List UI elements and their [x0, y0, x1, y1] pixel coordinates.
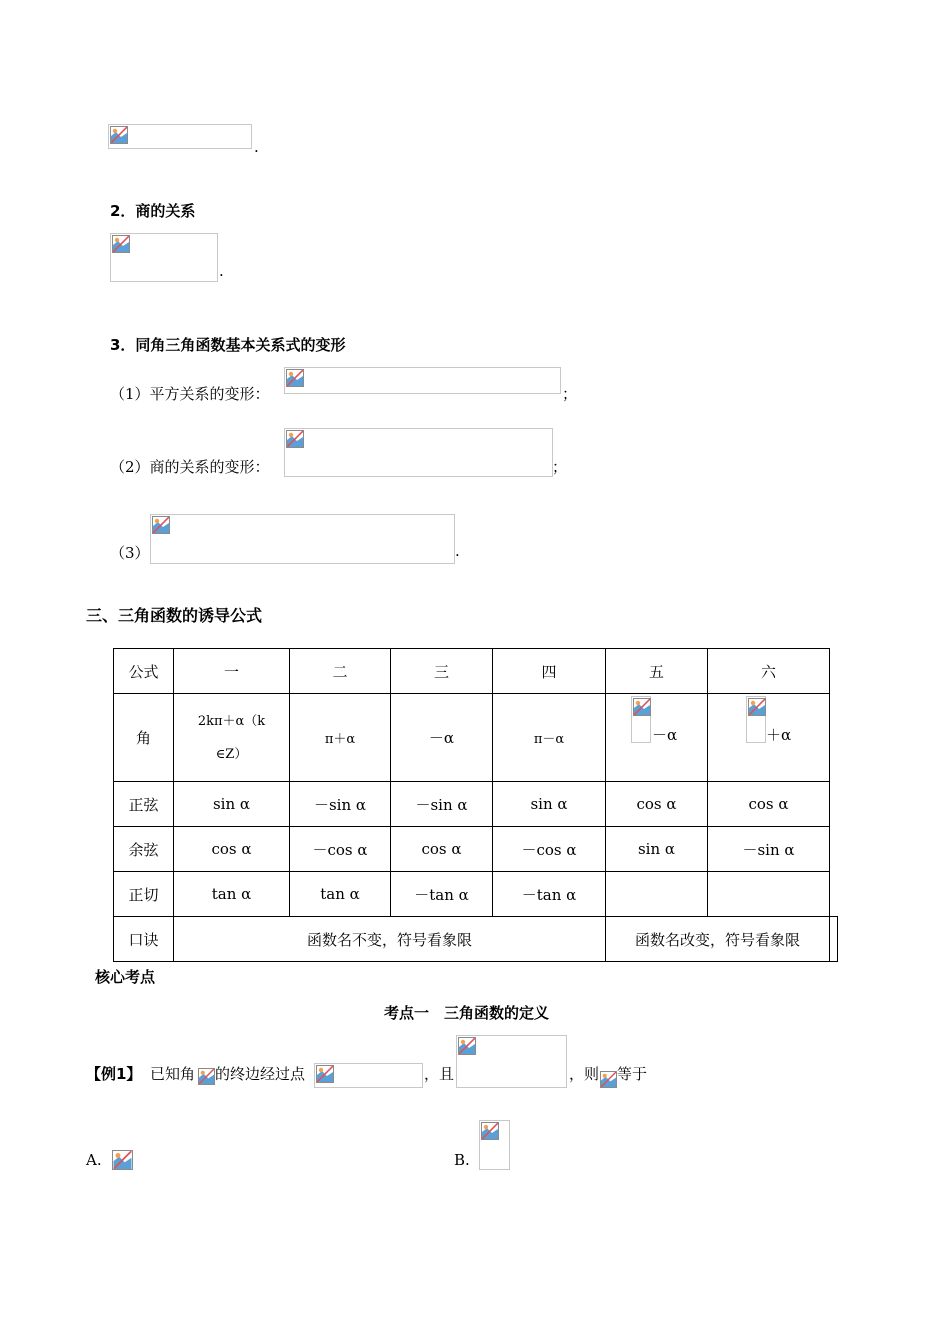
induction-formula-table: [113, 648, 830, 962]
row-label: 正切: [114, 872, 174, 917]
broken-image-icon: [286, 369, 304, 387]
broken-image-icon: [481, 1122, 499, 1140]
option-b-label: B.: [454, 1151, 470, 1169]
broken-image-icon: [286, 430, 304, 448]
pi-over-two-image: [631, 696, 651, 743]
table-row: [114, 827, 830, 872]
row-label: 角: [114, 694, 174, 782]
table-cell: [606, 872, 708, 917]
mnemonic-cell: 函数名改变，符号看象限: [606, 917, 830, 962]
punctuation: .: [455, 542, 460, 560]
header-cell: 六: [708, 649, 830, 694]
formula-image-square-transform: [284, 367, 561, 394]
punctuation: .: [254, 138, 259, 156]
header-cell: 公式: [114, 649, 174, 694]
core-heading: 核心考点: [95, 968, 156, 986]
table-header-row: [114, 649, 830, 694]
table-cell: cos α: [174, 827, 290, 872]
header-cell: 四: [493, 649, 606, 694]
table-cell: cos α: [708, 782, 830, 827]
item-label-quotient: （2）商的关系的变形：: [110, 458, 270, 476]
header-cell: 一: [174, 649, 290, 694]
section-heading-quotient: 2．商的关系: [110, 202, 196, 220]
angle-cell: π＋α: [290, 694, 391, 782]
formula-image-quotient: [110, 233, 218, 282]
row-label: 口诀: [114, 917, 174, 962]
example-text: 等于: [617, 1065, 648, 1083]
header-cell: 二: [290, 649, 391, 694]
alpha-image: [198, 1068, 215, 1085]
table-cell: sin α: [493, 782, 606, 827]
condition-image: [456, 1035, 567, 1088]
formula-image-quotient-transform: [284, 428, 553, 477]
table-cell: －cos α: [290, 827, 391, 872]
header-cell: 三: [391, 649, 493, 694]
table-cell: tan α: [174, 872, 290, 917]
mnemonic-cell: 函数名不变，符号看象限: [174, 917, 606, 962]
table-cell: cos α: [391, 827, 493, 872]
table-cell: －sin α: [391, 782, 493, 827]
item-label-square: （1）平方关系的变形：: [110, 385, 270, 403]
example-text: ，则: [569, 1065, 600, 1083]
part-heading-induction: 三、三角函数的诱导公式: [86, 606, 263, 625]
table-cell: －tan α: [391, 872, 493, 917]
example-text: 已知角: [150, 1065, 196, 1083]
broken-image-icon: [112, 235, 130, 253]
row-label: 余弦: [114, 827, 174, 872]
table-row-angle: [114, 694, 830, 782]
broken-image-icon: [110, 126, 128, 144]
option-a-image[interactable]: [112, 1150, 133, 1170]
table-cell: tan α: [290, 872, 391, 917]
broken-image-icon: [633, 698, 651, 716]
header-cell: 五: [606, 649, 708, 694]
punctuation: .: [219, 262, 224, 280]
angle-cell: π－α: [493, 694, 606, 782]
angle-cell: [174, 694, 290, 782]
formula-image-1: [108, 124, 252, 149]
point-image: [314, 1063, 423, 1088]
target-image: [600, 1071, 617, 1088]
table-row: [114, 782, 830, 827]
broken-image-icon: [152, 516, 170, 534]
topic-title: 考点一 三角函数的定义: [384, 1004, 550, 1022]
angle-text: 2kπ＋α（k: [197, 713, 266, 729]
table-border-segment: [829, 916, 838, 962]
angle-cell: [708, 694, 830, 782]
table-row: [114, 872, 830, 917]
broken-image-icon: [316, 1065, 334, 1083]
option-b-image[interactable]: [479, 1120, 510, 1170]
angle-text: ∈Z）: [215, 746, 248, 762]
angle-text: ＋α: [766, 726, 792, 744]
table-cell: －sin α: [290, 782, 391, 827]
table-cell: －cos α: [493, 827, 606, 872]
broken-image-icon: [458, 1037, 476, 1055]
example-line: [86, 1063, 141, 1084]
angle-cell: －α: [391, 694, 493, 782]
option-a-label: A.: [86, 1151, 102, 1169]
punctuation: ；: [562, 385, 578, 403]
table-cell: －sin α: [708, 827, 830, 872]
formula-image-3: [150, 514, 455, 564]
section-heading-transform: 3．同角三角函数基本关系式的变形: [110, 336, 346, 354]
punctuation: ；: [552, 458, 568, 476]
example-text: ，且: [424, 1065, 455, 1083]
table-cell: －tan α: [493, 872, 606, 917]
pi-over-two-image: [746, 696, 766, 743]
broken-image-icon: [748, 698, 766, 716]
table-row-mnemonic: [114, 917, 830, 962]
table-cell: sin α: [606, 827, 708, 872]
table-cell: sin α: [174, 782, 290, 827]
table-cell: cos α: [606, 782, 708, 827]
item-label-3: （3）: [110, 544, 150, 562]
angle-text: －α: [652, 726, 678, 744]
example-tag: 【例1】: [86, 1065, 142, 1083]
table-cell: [708, 872, 830, 917]
example-text: 的终边经过点: [215, 1065, 306, 1083]
angle-cell: [606, 694, 708, 782]
row-label: 正弦: [114, 782, 174, 827]
